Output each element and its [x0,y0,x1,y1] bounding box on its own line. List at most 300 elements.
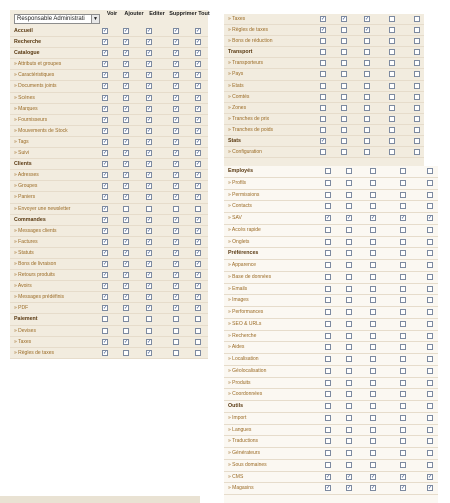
checkbox-tout[interactable]: ✓ [196,138,201,145]
checkbox-supprimer[interactable] [400,180,406,186]
checkbox-tout[interactable] [427,415,433,421]
checkbox-voir[interactable] [320,38,326,44]
checkbox-ajouter[interactable] [346,250,352,256]
checkbox-supprimer[interactable] [389,116,395,122]
checkbox-editer[interactable] [370,391,376,397]
checkbox-tout[interactable] [427,203,433,209]
checkbox-voir[interactable]: ✓ [103,183,108,190]
checkbox-editer[interactable] [364,38,370,44]
checkbox-supprimer[interactable]: ✓ [174,161,179,168]
checkbox-tout[interactable] [414,71,420,77]
checkbox-ajouter[interactable] [346,415,352,421]
checkbox-editer[interactable] [370,309,376,315]
checkbox-ajouter[interactable]: ✓ [124,161,129,168]
checkbox-voir[interactable]: ✓ [326,485,331,492]
checkbox-ajouter[interactable] [341,105,347,111]
checkbox-supprimer[interactable] [389,71,395,77]
checkbox-editer[interactable] [370,192,376,198]
checkbox-voir[interactable]: ✓ [103,349,108,356]
checkbox-ajouter[interactable] [341,127,347,133]
checkbox-voir[interactable]: ✓ [326,473,331,480]
checkbox-supprimer[interactable]: ✓ [174,150,179,157]
checkbox-ajouter[interactable] [346,438,352,444]
checkbox-voir[interactable]: ✓ [103,161,108,168]
checkbox-editer[interactable] [370,415,376,421]
checkbox-supprimer[interactable]: ✓ [174,105,179,112]
checkbox-voir[interactable] [325,168,331,174]
checkbox-tout[interactable]: ✓ [196,294,201,301]
checkbox-tout[interactable]: ✓ [196,39,201,46]
checkbox-tout[interactable] [427,333,433,339]
checkbox-tout[interactable]: ✓ [196,116,201,123]
checkbox-tout[interactable] [414,94,420,100]
checkbox-supprimer[interactable] [173,339,179,345]
checkbox-supprimer[interactable] [400,168,406,174]
checkbox-supprimer[interactable]: ✓ [174,116,179,123]
checkbox-voir[interactable]: ✓ [103,116,108,123]
checkbox-supprimer[interactable] [400,438,406,444]
checkbox-tout[interactable]: ✓ [196,50,201,57]
checkbox-tout[interactable] [414,60,420,66]
checkbox-supprimer[interactable]: ✓ [174,138,179,145]
checkbox-editer[interactable] [146,316,152,322]
checkbox-supprimer[interactable]: ✓ [174,305,179,312]
checkbox-tout[interactable]: ✓ [196,216,201,223]
checkbox-voir[interactable]: ✓ [103,28,108,34]
checkbox-editer[interactable] [146,328,152,334]
checkbox-voir[interactable] [325,368,331,374]
checkbox-tout[interactable] [414,38,420,44]
checkbox-ajouter[interactable]: ✓ [124,294,129,301]
checkbox-tout[interactable] [414,138,420,144]
checkbox-editer[interactable]: ✓ [147,61,152,68]
checkbox-editer[interactable] [370,403,376,409]
checkbox-editer[interactable] [370,168,376,174]
checkbox-supprimer[interactable]: ✓ [174,238,179,245]
checkbox-tout[interactable] [427,450,433,456]
checkbox-tout[interactable] [195,339,201,345]
checkbox-supprimer[interactable]: ✓ [174,83,179,90]
checkbox-supprimer[interactable] [173,316,179,322]
checkbox-ajouter[interactable] [346,403,352,409]
checkbox-editer[interactable]: ✓ [147,94,152,101]
checkbox-editer[interactable] [370,274,376,280]
checkbox-editer[interactable]: ✓ [147,294,152,301]
checkbox-ajouter[interactable]: ✓ [124,138,129,145]
checkbox-editer[interactable]: ✓ [147,260,152,267]
checkbox-editer[interactable]: ✓ [147,283,152,290]
checkbox-voir[interactable]: ✓ [321,16,326,22]
checkbox-editer[interactable]: ✓ [147,116,152,123]
checkbox-voir[interactable]: ✓ [103,260,108,267]
checkbox-ajouter[interactable]: ✓ [124,83,129,90]
checkbox-tout[interactable]: ✓ [196,183,201,190]
checkbox-tout[interactable] [414,116,420,122]
checkbox-voir[interactable] [325,356,331,362]
checkbox-ajouter[interactable] [346,297,352,303]
checkbox-voir[interactable] [320,83,326,89]
checkbox-ajouter[interactable]: ✓ [124,272,129,279]
checkbox-supprimer[interactable] [400,309,406,315]
checkbox-ajouter[interactable] [346,227,352,233]
checkbox-ajouter[interactable] [346,309,352,315]
checkbox-tout[interactable]: ✓ [196,28,201,34]
checkbox-tout[interactable]: ✓ [196,72,201,79]
checkbox-ajouter[interactable] [341,60,347,66]
checkbox-tout[interactable] [427,403,433,409]
checkbox-tout[interactable]: ✓ [196,161,201,168]
checkbox-editer[interactable] [370,262,376,268]
checkbox-voir[interactable]: ✓ [103,272,108,279]
checkbox-supprimer[interactable] [389,49,395,55]
checkbox-tout[interactable] [427,321,433,327]
checkbox-voir[interactable] [325,250,331,256]
checkbox-ajouter[interactable] [346,286,352,292]
checkbox-voir[interactable]: ✓ [103,283,108,290]
checkbox-tout[interactable]: ✓ [428,473,433,480]
checkbox-tout[interactable] [427,427,433,433]
checkbox-editer[interactable] [364,127,370,133]
checkbox-tout[interactable] [427,380,433,386]
checkbox-editer[interactable] [370,356,376,362]
checkbox-editer[interactable]: ✓ [371,485,376,492]
checkbox-ajouter[interactable] [346,262,352,268]
checkbox-editer[interactable] [364,116,370,122]
checkbox-ajouter[interactable]: ✓ [124,105,129,112]
checkbox-ajouter[interactable]: ✓ [342,16,347,22]
checkbox-tout[interactable]: ✓ [196,194,201,201]
checkbox-tout[interactable] [427,286,433,292]
checkbox-tout[interactable]: ✓ [196,172,201,179]
checkbox-voir[interactable]: ✓ [103,238,108,245]
checkbox-ajouter[interactable]: ✓ [124,150,129,157]
checkbox-ajouter[interactable] [123,350,129,356]
checkbox-voir[interactable] [325,380,331,386]
checkbox-supprimer[interactable] [400,203,406,209]
checkbox-voir[interactable] [325,286,331,292]
checkbox-editer[interactable] [370,450,376,456]
checkbox-voir[interactable]: ✓ [103,194,108,201]
checkbox-voir[interactable] [325,227,331,233]
checkbox-ajouter[interactable]: ✓ [124,183,129,190]
checkbox-supprimer[interactable] [389,16,395,22]
checkbox-voir[interactable] [102,328,108,334]
checkbox-tout[interactable] [414,83,420,89]
checkbox-editer[interactable] [364,49,370,55]
checkbox-tout[interactable]: ✓ [196,227,201,234]
checkbox-supprimer[interactable]: ✓ [174,72,179,79]
checkbox-tout[interactable]: ✓ [196,238,201,245]
checkbox-voir[interactable] [102,316,108,322]
checkbox-ajouter[interactable] [346,168,352,174]
checkbox-voir[interactable] [325,391,331,397]
checkbox-editer[interactable] [370,321,376,327]
checkbox-tout[interactable] [414,105,420,111]
checkbox-editer[interactable] [370,286,376,292]
checkbox-ajouter[interactable] [346,462,352,468]
checkbox-voir[interactable]: ✓ [103,94,108,101]
checkbox-editer[interactable]: ✓ [147,216,152,223]
checkbox-supprimer[interactable] [400,262,406,268]
checkbox-supprimer[interactable] [389,138,395,144]
checkbox-editer[interactable]: ✓ [147,127,152,134]
checkbox-tout[interactable] [427,168,433,174]
checkbox-editer[interactable] [364,105,370,111]
checkbox-supprimer[interactable] [389,83,395,89]
checkbox-supprimer[interactable] [173,206,179,212]
checkbox-supprimer[interactable] [389,127,395,133]
checkbox-ajouter[interactable] [346,321,352,327]
checkbox-supprimer[interactable]: ✓ [174,227,179,234]
checkbox-ajouter[interactable]: ✓ [124,227,129,234]
checkbox-supprimer[interactable]: ✓ [401,485,406,492]
checkbox-editer[interactable]: ✓ [147,161,152,168]
checkbox-ajouter[interactable] [123,316,129,322]
checkbox-voir[interactable]: ✓ [103,72,108,79]
checkbox-voir[interactable] [325,427,331,433]
checkbox-ajouter[interactable] [123,328,129,334]
checkbox-tout[interactable] [195,316,201,322]
checkbox-ajouter[interactable]: ✓ [124,338,129,345]
checkbox-ajouter[interactable]: ✓ [347,473,352,480]
checkbox-ajouter[interactable]: ✓ [124,61,129,68]
checkbox-ajouter[interactable]: ✓ [124,127,129,134]
checkbox-voir[interactable] [325,297,331,303]
checkbox-editer[interactable]: ✓ [147,305,152,312]
checkbox-editer[interactable] [364,60,370,66]
checkbox-tout[interactable] [427,192,433,198]
checkbox-editer[interactable] [364,71,370,77]
checkbox-voir[interactable]: ✓ [103,127,108,134]
checkbox-editer[interactable]: ✓ [147,227,152,234]
checkbox-supprimer[interactable]: ✓ [174,194,179,201]
checkbox-voir[interactable]: ✓ [103,105,108,112]
checkbox-tout[interactable] [427,462,433,468]
checkbox-ajouter[interactable] [346,356,352,362]
checkbox-tout[interactable]: ✓ [196,260,201,267]
profile-select[interactable] [14,14,100,24]
checkbox-tout[interactable]: ✓ [196,105,201,112]
checkbox-supprimer[interactable] [400,192,406,198]
checkbox-ajouter[interactable]: ✓ [124,94,129,101]
checkbox-voir[interactable]: ✓ [103,138,108,145]
checkbox-voir[interactable] [320,49,326,55]
checkbox-editer[interactable] [370,239,376,245]
checkbox-ajouter[interactable] [346,274,352,280]
checkbox-voir[interactable] [325,438,331,444]
checkbox-supprimer[interactable]: ✓ [174,127,179,134]
checkbox-tout[interactable] [414,16,420,22]
checkbox-voir[interactable]: ✓ [103,205,108,212]
checkbox-tout[interactable]: ✓ [428,485,433,492]
checkbox-voir[interactable]: ✓ [103,172,108,179]
checkbox-editer[interactable]: ✓ [147,272,152,279]
checkbox-ajouter[interactable] [341,27,347,33]
checkbox-editer[interactable] [370,333,376,339]
checkbox-supprimer[interactable] [389,149,395,155]
checkbox-supprimer[interactable] [400,274,406,280]
checkbox-voir[interactable] [325,239,331,245]
checkbox-tout[interactable]: ✓ [196,127,201,134]
checkbox-tout[interactable] [427,297,433,303]
checkbox-supprimer[interactable] [389,60,395,66]
checkbox-tout[interactable] [195,350,201,356]
checkbox-voir[interactable]: ✓ [103,150,108,157]
checkbox-editer[interactable] [370,203,376,209]
checkbox-tout[interactable] [414,27,420,33]
checkbox-voir[interactable] [320,94,326,100]
checkbox-supprimer[interactable] [400,239,406,245]
checkbox-ajouter[interactable]: ✓ [347,485,352,492]
checkbox-ajouter[interactable] [341,83,347,89]
checkbox-tout[interactable] [414,49,420,55]
checkbox-ajouter[interactable] [341,38,347,44]
checkbox-tout[interactable] [427,262,433,268]
checkbox-supprimer[interactable]: ✓ [174,94,179,101]
checkbox-editer[interactable] [370,297,376,303]
checkbox-supprimer[interactable]: ✓ [174,249,179,256]
checkbox-supprimer[interactable] [389,105,395,111]
checkbox-tout[interactable]: ✓ [196,249,201,256]
checkbox-ajouter[interactable] [341,138,347,144]
checkbox-supprimer[interactable] [400,356,406,362]
checkbox-tout[interactable]: ✓ [196,283,201,290]
checkbox-editer[interactable] [370,438,376,444]
checkbox-ajouter[interactable]: ✓ [124,72,129,79]
checkbox-ajouter[interactable] [123,206,129,212]
checkbox-supprimer[interactable] [400,227,406,233]
checkbox-tout[interactable]: ✓ [196,94,201,101]
checkbox-voir[interactable] [320,116,326,122]
checkbox-editer[interactable]: ✓ [147,72,152,79]
checkbox-supprimer[interactable] [400,427,406,433]
checkbox-ajouter[interactable] [346,180,352,186]
checkbox-supprimer[interactable] [173,328,179,334]
checkbox-supprimer[interactable] [173,350,179,356]
checkbox-tout[interactable]: ✓ [196,61,201,68]
checkbox-editer[interactable] [370,368,376,374]
checkbox-supprimer[interactable]: ✓ [174,294,179,301]
checkbox-voir[interactable]: ✓ [321,27,326,34]
checkbox-ajouter[interactable]: ✓ [124,172,129,179]
checkbox-supprimer[interactable]: ✓ [174,61,179,68]
checkbox-ajouter[interactable]: ✓ [124,39,129,46]
checkbox-editer[interactable] [370,250,376,256]
checkbox-supprimer[interactable] [389,27,395,33]
checkbox-supprimer[interactable] [389,38,395,44]
checkbox-supprimer[interactable] [400,344,406,350]
checkbox-ajouter[interactable] [346,450,352,456]
checkbox-voir[interactable] [325,262,331,268]
checkbox-supprimer[interactable] [400,368,406,374]
checkbox-editer[interactable]: ✓ [147,83,152,90]
checkbox-ajouter[interactable] [341,116,347,122]
checkbox-editer[interactable]: ✓ [371,473,376,480]
checkbox-editer[interactable]: ✓ [147,50,152,57]
checkbox-voir[interactable] [325,344,331,350]
checkbox-editer[interactable] [370,344,376,350]
checkbox-tout[interactable] [427,239,433,245]
checkbox-supprimer[interactable] [400,415,406,421]
checkbox-ajouter[interactable]: ✓ [124,260,129,267]
checkbox-voir[interactable] [325,333,331,339]
checkbox-voir[interactable]: ✓ [103,216,108,223]
checkbox-ajouter[interactable] [346,380,352,386]
checkbox-editer[interactable]: ✓ [147,249,152,256]
checkbox-editer[interactable] [370,427,376,433]
checkbox-voir[interactable] [325,180,331,186]
checkbox-editer[interactable] [364,83,370,89]
checkbox-ajouter[interactable] [341,71,347,77]
checkbox-tout[interactable] [427,368,433,374]
checkbox-tout[interactable] [414,149,420,155]
checkbox-tout[interactable] [195,328,201,334]
checkbox-tout[interactable] [427,309,433,315]
checkbox-supprimer[interactable]: ✓ [174,50,179,57]
checkbox-tout[interactable] [427,250,433,256]
checkbox-ajouter[interactable]: ✓ [124,238,129,245]
checkbox-editer[interactable]: ✓ [147,238,152,245]
checkbox-voir[interactable] [325,274,331,280]
checkbox-editer[interactable]: ✓ [147,28,152,34]
checkbox-editer[interactable]: ✓ [147,150,152,157]
checkbox-voir[interactable] [325,403,331,409]
checkbox-voir[interactable] [320,60,326,66]
checkbox-supprimer[interactable] [400,450,406,456]
checkbox-supprimer[interactable]: ✓ [174,260,179,267]
checkbox-voir[interactable] [325,192,331,198]
checkbox-tout[interactable] [427,391,433,397]
checkbox-supprimer[interactable] [400,391,406,397]
checkbox-editer[interactable] [364,94,370,100]
checkbox-editer[interactable] [370,227,376,233]
checkbox-supprimer[interactable]: ✓ [174,183,179,190]
checkbox-tout[interactable]: ✓ [196,305,201,312]
checkbox-ajouter[interactable]: ✓ [124,28,129,34]
checkbox-editer[interactable]: ✓ [365,27,370,34]
checkbox-editer[interactable] [370,180,376,186]
checkbox-tout[interactable] [427,180,433,186]
checkbox-ajouter[interactable] [341,149,347,155]
checkbox-editer[interactable] [364,149,370,155]
checkbox-tout[interactable] [427,356,433,362]
checkbox-ajouter[interactable] [341,49,347,55]
checkbox-editer[interactable] [146,206,152,212]
checkbox-supprimer[interactable] [389,94,395,100]
checkbox-supprimer[interactable] [400,250,406,256]
checkbox-voir[interactable]: ✓ [103,249,108,256]
checkbox-tout[interactable] [195,206,201,212]
checkbox-ajouter[interactable]: ✓ [124,305,129,312]
checkbox-tout[interactable] [414,127,420,133]
checkbox-supprimer[interactable]: ✓ [174,216,179,223]
checkbox-editer[interactable]: ✓ [147,105,152,112]
checkbox-tout[interactable]: ✓ [196,83,201,90]
checkbox-ajouter[interactable]: ✓ [124,50,129,57]
checkbox-editer[interactable] [364,138,370,144]
checkbox-supprimer[interactable] [400,403,406,409]
checkbox-supprimer[interactable]: ✓ [174,283,179,290]
checkbox-ajouter[interactable] [346,192,352,198]
checkbox-voir[interactable] [325,309,331,315]
checkbox-ajouter[interactable] [346,391,352,397]
checkbox-editer[interactable]: ✓ [147,138,152,145]
checkbox-editer[interactable]: ✓ [147,349,152,356]
checkbox-voir[interactable] [325,450,331,456]
checkbox-tout[interactable] [427,274,433,280]
checkbox-voir[interactable] [325,321,331,327]
checkbox-voir[interactable]: ✓ [103,61,108,68]
